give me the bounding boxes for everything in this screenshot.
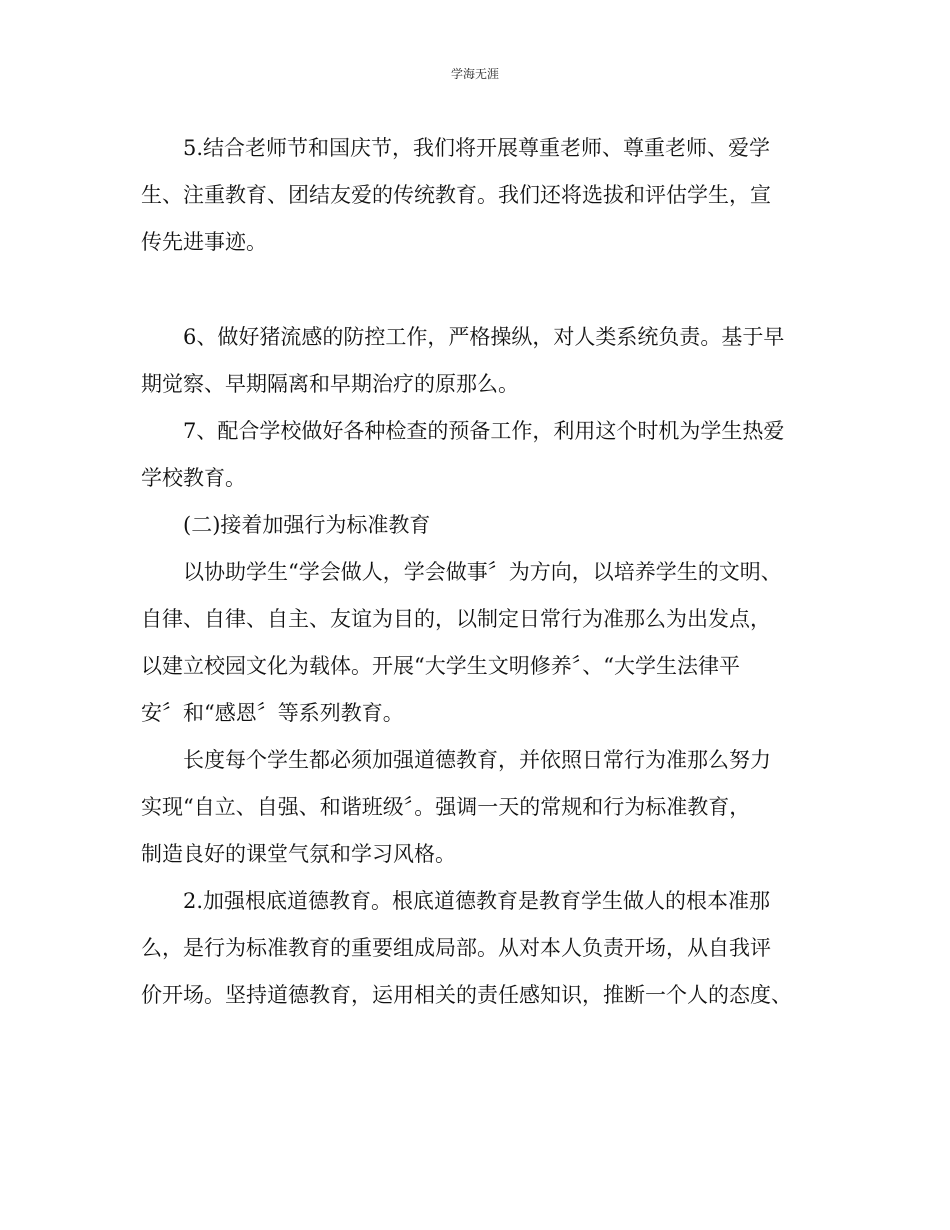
paragraph-6 xyxy=(141,314,813,408)
paragraph-line: 以协助学生“学会做人，学会做事〞为方向，以培养学生的文明、 xyxy=(183,560,782,584)
paragraph-5 xyxy=(141,125,813,266)
paragraph-2 xyxy=(141,878,813,1019)
paragraph-line: 安〞和“感恩〞等系列教育。 xyxy=(141,701,404,725)
paragraph-line: 6、做好猪流感的防控工作，严格操纵，对人类系统负责。基于早 xyxy=(183,325,785,349)
paragraph-line: 学校教育。 xyxy=(141,466,246,490)
document-body xyxy=(141,125,813,1019)
page-header: 学海无涯 xyxy=(450,67,499,81)
paragraph-line: 2.加强根底道德教育。根底道德教育是教育学生做人的根本准那 xyxy=(183,889,771,913)
section-heading-text: (二)接着加强行为标准教育 xyxy=(183,513,431,537)
paragraph-intro xyxy=(141,549,813,737)
paragraph-line: 5.结合老师节和国庆节，我们将开展尊重老师、尊重老师、爱学 xyxy=(183,136,771,160)
paragraph-line: 期觉察、早期隔离和早期治疗的原那么。 xyxy=(141,372,519,396)
paragraph-line: 么，是行为标准教育的重要组成局部。从对本人负责开场，从自我评 xyxy=(141,936,771,960)
paragraph-line: 长度每个学生都必须加强道德教育，并依照日常行为准那么努力 xyxy=(183,748,771,772)
paragraph-line: 生、注重教育、团结友爱的传统教育。我们还将选拔和评估学生，宣 xyxy=(141,183,771,207)
paragraph-line: 价开场。坚持道德教育，运用相关的责任感知识，推断一个人的态度、 xyxy=(141,983,792,1007)
paragraph-length xyxy=(141,737,813,878)
paragraph-line: 自律、自律、自主、友谊为目的，以制定日常行为准那么为出发点， xyxy=(141,607,771,631)
paragraph-line: 7、配合学校做好各种检查的预备工作，利用这个时机为学生热爱 xyxy=(183,419,785,443)
paragraph-gap xyxy=(141,266,813,314)
section-heading xyxy=(141,502,813,549)
paragraph-line: 制造良好的课堂气氛和学习风格。 xyxy=(141,842,456,866)
paragraph-line: 实现“自立、自强、和谐班级〞。强调一天的常规和行为标准教育， xyxy=(141,795,751,819)
paragraph-7 xyxy=(141,408,813,502)
paragraph-line: 以建立校园文化为载体。开展“大学生文明修养〞、“大学生法律平 xyxy=(141,654,740,678)
paragraph-line: 传先进事迹。 xyxy=(141,230,267,254)
